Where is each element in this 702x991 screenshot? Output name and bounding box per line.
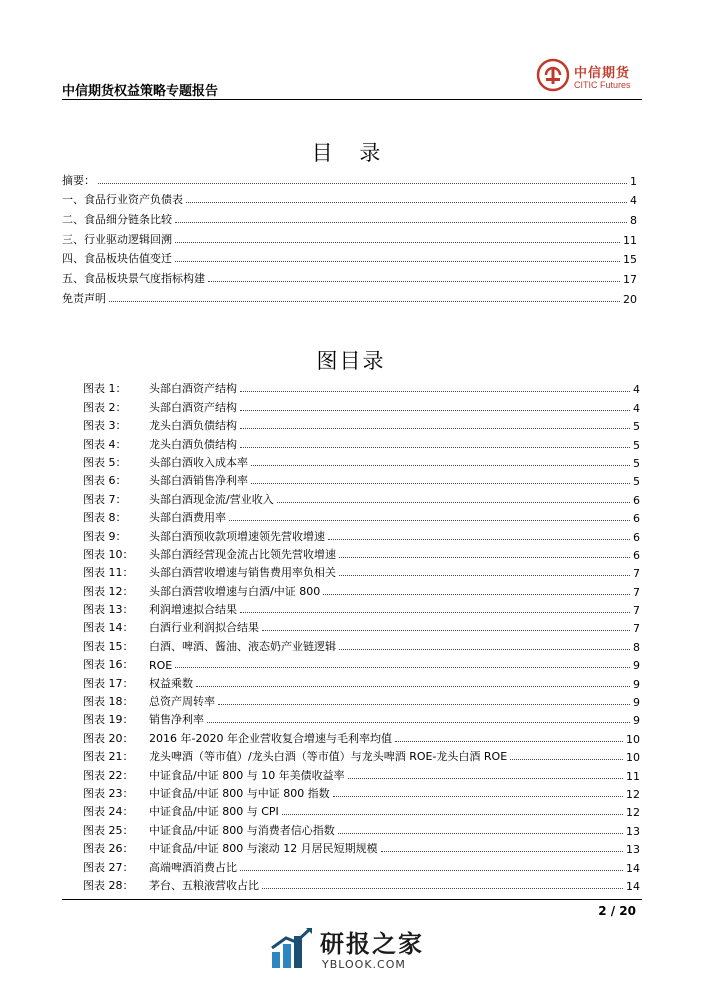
dot-leader: [240, 612, 630, 613]
figure-page: 7: [633, 622, 640, 636]
figure-page: 9: [633, 677, 640, 691]
figure-number: 图表 3：: [83, 419, 127, 433]
figure-page: 9: [633, 659, 640, 673]
figure-page: 6: [633, 512, 640, 526]
dot-leader: [240, 447, 630, 448]
dot-leader: [208, 281, 620, 282]
figure-entry[interactable]: [83, 415, 640, 433]
dot-leader: [229, 520, 630, 521]
figure-title: 总资产周转率: [149, 695, 215, 709]
figure-entry[interactable]: [83, 488, 640, 506]
figure-number: 图表 25：: [83, 823, 134, 837]
dot-leader: [262, 888, 623, 889]
dot-leader: [175, 261, 620, 262]
figure-title: 头部白酒销售净利率: [149, 474, 248, 488]
figure-number: 图表 14：: [83, 621, 134, 635]
toc-entry[interactable]: [62, 207, 637, 227]
page-number: 2 / 20: [598, 904, 636, 918]
figure-number: 图表 18：: [83, 695, 134, 709]
dot-leader: [333, 796, 623, 797]
figure-entry[interactable]: [83, 617, 640, 635]
table-of-contents: [62, 168, 637, 306]
toc-entry-page: 17: [623, 273, 637, 287]
toc-entry-title: 四、食品板块估值变迁: [62, 252, 172, 266]
figure-page: 7: [633, 585, 640, 599]
dot-leader: [277, 502, 630, 503]
toc-entry-page: 1: [630, 174, 637, 188]
figure-number: 图表 19：: [83, 713, 134, 727]
figure-title: ROE: [149, 659, 173, 673]
toc-heading: 目 录: [311, 141, 391, 165]
toc-entry-title: 二、食品细分链条比较: [62, 213, 172, 227]
figure-page: 7: [633, 567, 640, 581]
figure-page: 12: [626, 787, 640, 801]
figure-page: 13: [626, 843, 640, 857]
footer-divider: [62, 899, 642, 900]
dot-leader: [510, 759, 623, 760]
figure-title: 龙头白酒负债结构: [149, 419, 237, 433]
dot-leader: [338, 833, 623, 834]
figure-entry[interactable]: [83, 525, 640, 543]
figure-number: 图表 28：: [83, 878, 134, 892]
bar-chart-logo-icon: [270, 926, 314, 970]
toc-entry-title: 免责声明: [62, 291, 106, 305]
dot-leader: [175, 667, 630, 668]
figure-title: 利润增速拟合结果: [149, 603, 237, 617]
figure-title: 中证食品/中证 800 与消费者信心指数: [149, 823, 335, 837]
report-header-title: 中信期货权益策略专题报告: [62, 84, 219, 99]
figure-entry[interactable]: [83, 470, 640, 488]
dot-leader: [251, 465, 630, 466]
figure-entry[interactable]: [83, 672, 640, 690]
figure-title: 茅台、五粮液营收占比: [149, 878, 259, 892]
figure-entry[interactable]: [83, 856, 640, 874]
dot-leader: [240, 428, 630, 429]
dot-leader: [282, 814, 623, 815]
figure-title: 高端啤酒消费占比: [149, 860, 237, 874]
figure-entry[interactable]: [83, 875, 640, 893]
figure-page: 14: [626, 861, 640, 875]
figure-page: 5: [633, 420, 640, 434]
dot-leader: [186, 202, 627, 203]
dot-leader: [240, 870, 623, 871]
dot-leader: [395, 741, 623, 742]
figure-page: 6: [633, 530, 640, 544]
figure-number: 图表 10：: [83, 547, 134, 561]
figure-page: 9: [633, 696, 640, 710]
dot-leader: [240, 391, 630, 392]
dot-leader: [328, 539, 630, 540]
figure-page: 10: [626, 751, 640, 765]
figure-number: 图表 26：: [83, 842, 134, 856]
figure-title: 中证食品/中证 800 与 10 年美债收益率: [149, 768, 345, 782]
figure-number: 图表 1：: [83, 382, 127, 396]
figure-entry[interactable]: [83, 544, 640, 562]
figure-number: 图表 17：: [83, 676, 134, 690]
dot-leader: [339, 557, 630, 558]
figure-title: 龙头白酒负债结构: [149, 437, 237, 451]
figure-page: 5: [633, 475, 640, 489]
figure-list: [83, 378, 640, 893]
figure-title: 中证食品/中证 800 与中证 800 指数: [149, 786, 330, 800]
figure-page: 4: [633, 383, 640, 397]
dot-leader: [196, 686, 630, 687]
dot-leader: [207, 722, 630, 723]
figure-number: 图表 6：: [83, 474, 127, 488]
figure-entry[interactable]: [83, 746, 640, 764]
figure-number: 图表 21：: [83, 750, 134, 764]
figure-page: 5: [633, 438, 640, 452]
figure-title: 中证食品/中证 800 与滚动 12 月居民短期规模: [149, 842, 378, 856]
dot-leader: [218, 704, 630, 705]
figure-title: 白酒、啤酒、酱油、液态奶产业链逻辑: [149, 639, 336, 653]
figure-page: 14: [626, 879, 640, 893]
figure-page: 9: [633, 714, 640, 728]
toc-entry[interactable]: [62, 168, 637, 188]
figure-page: 13: [626, 824, 640, 838]
figure-list-heading: 图目录: [316, 349, 386, 373]
watermark-url: YBLOOK.COM: [322, 958, 406, 971]
figure-number: 图表 9：: [83, 529, 127, 543]
figure-entry[interactable]: [83, 433, 640, 451]
toc-entry[interactable]: [62, 286, 637, 306]
figure-page: 10: [626, 732, 640, 746]
toc-entry-title: 一、食品行业资产负债表: [62, 193, 183, 207]
dot-leader: [175, 242, 620, 243]
figure-entry[interactable]: [83, 654, 640, 672]
figure-entry[interactable]: [83, 580, 640, 598]
figure-entry[interactable]: [83, 396, 640, 414]
figure-page: 4: [633, 401, 640, 415]
dot-leader: [98, 183, 627, 184]
watermark-brand: 研报之家: [320, 930, 424, 958]
logo-english-name: CITIC Futures: [574, 80, 631, 90]
figure-number: 图表 24：: [83, 805, 134, 819]
toc-entry-title: 摘要：: [62, 173, 95, 187]
toc-entry-page: 15: [623, 253, 637, 267]
figure-number: 图表 20：: [83, 731, 134, 745]
figure-entry[interactable]: [83, 691, 640, 709]
dot-leader: [339, 575, 630, 576]
figure-page: 11: [626, 769, 640, 783]
figure-number: 图表 27：: [83, 860, 134, 874]
figure-title: 中证食品/中证 800 与 CPI: [149, 805, 279, 819]
figure-page: 5: [633, 456, 640, 470]
citic-seal-icon: [536, 58, 570, 92]
toc-entry[interactable]: [62, 247, 637, 267]
toc-entry-title: 三、行业驱动逻辑回溯: [62, 232, 172, 246]
figure-entry[interactable]: [83, 838, 640, 856]
toc-entry-page: 11: [623, 233, 637, 247]
figure-entry[interactable]: [83, 727, 640, 745]
figure-entry[interactable]: [83, 452, 640, 470]
figure-page: 6: [633, 548, 640, 562]
figure-entry[interactable]: [83, 562, 640, 580]
toc-entry-title: 五、食品板块景气度指标构建: [62, 272, 205, 286]
dot-leader: [381, 851, 623, 852]
figure-number: 图表 22：: [83, 768, 134, 782]
header-divider: [62, 99, 642, 100]
figure-title: 头部白酒资产结构: [149, 400, 237, 414]
toc-entry-page: 4: [630, 194, 637, 208]
toc-entry[interactable]: [62, 188, 637, 208]
figure-title: 头部白酒营收增速与销售费用率负相关: [149, 566, 336, 580]
figure-title: 权益乘数: [149, 676, 193, 690]
figure-number: 图表 15：: [83, 639, 134, 653]
figure-title: 白酒行业利润拟合结果: [149, 621, 259, 635]
figure-title: 头部白酒资产结构: [149, 382, 237, 396]
figure-number: 图表 23：: [83, 786, 134, 800]
figure-page: 6: [633, 493, 640, 507]
figure-entry[interactable]: [83, 507, 640, 525]
toc-entry-page: 20: [623, 292, 637, 306]
figure-title: 头部白酒收入成本率: [149, 455, 248, 469]
figure-entry[interactable]: [83, 599, 640, 617]
figure-number: 图表 5：: [83, 455, 127, 469]
figure-number: 图表 2：: [83, 400, 127, 414]
toc-entry[interactable]: [62, 266, 637, 286]
dot-leader: [109, 301, 620, 302]
figure-title: 头部白酒费用率: [149, 511, 226, 525]
figure-number: 图表 8：: [83, 511, 127, 525]
toc-entry-page: 8: [630, 214, 637, 228]
figure-title: 销售净利率: [149, 713, 204, 727]
watermark: [270, 922, 440, 982]
figure-number: 图表 7：: [83, 492, 127, 506]
figure-entry[interactable]: [83, 783, 640, 801]
figure-title: 头部白酒现金流/营业收入: [149, 492, 274, 506]
dot-leader: [251, 483, 630, 484]
figure-entry[interactable]: [83, 709, 640, 727]
figure-title: 2016 年-2020 年企业营收复合增速与毛利率均值: [149, 731, 392, 745]
figure-entry[interactable]: [83, 378, 640, 396]
figure-page: 12: [626, 806, 640, 820]
dot-leader: [348, 778, 623, 779]
figure-entry[interactable]: [83, 764, 640, 782]
dot-leader: [240, 410, 630, 411]
toc-entry[interactable]: [62, 227, 637, 247]
citic-futures-logo: [536, 58, 646, 98]
figure-title: 头部白酒营收增速与白酒/中证 800: [149, 584, 321, 598]
figure-title: 头部白酒经营现金流占比领先营收增速: [149, 547, 336, 561]
figure-entry[interactable]: [83, 635, 640, 653]
figure-number: 图表 13：: [83, 603, 134, 617]
dot-leader: [262, 630, 630, 631]
logo-chinese-name: 中信期货: [574, 66, 631, 81]
figure-title: 龙头啤酒（等市值）/龙头白酒（等市值）与龙头啤酒 ROE-龙头白酒 ROE: [149, 750, 508, 764]
dot-leader: [175, 222, 627, 223]
figure-entry[interactable]: [83, 801, 640, 819]
figure-number: 图表 16：: [83, 658, 134, 672]
dot-leader: [323, 594, 630, 595]
figure-number: 图表 12：: [83, 584, 134, 598]
figure-page: 8: [633, 640, 640, 654]
figure-title: 头部白酒预收款项增速领先营收增速: [149, 529, 325, 543]
figure-number: 图表 11：: [83, 566, 134, 580]
figure-page: 7: [633, 604, 640, 618]
dot-leader: [339, 649, 630, 650]
figure-number: 图表 4：: [83, 437, 127, 451]
figure-entry[interactable]: [83, 819, 640, 837]
